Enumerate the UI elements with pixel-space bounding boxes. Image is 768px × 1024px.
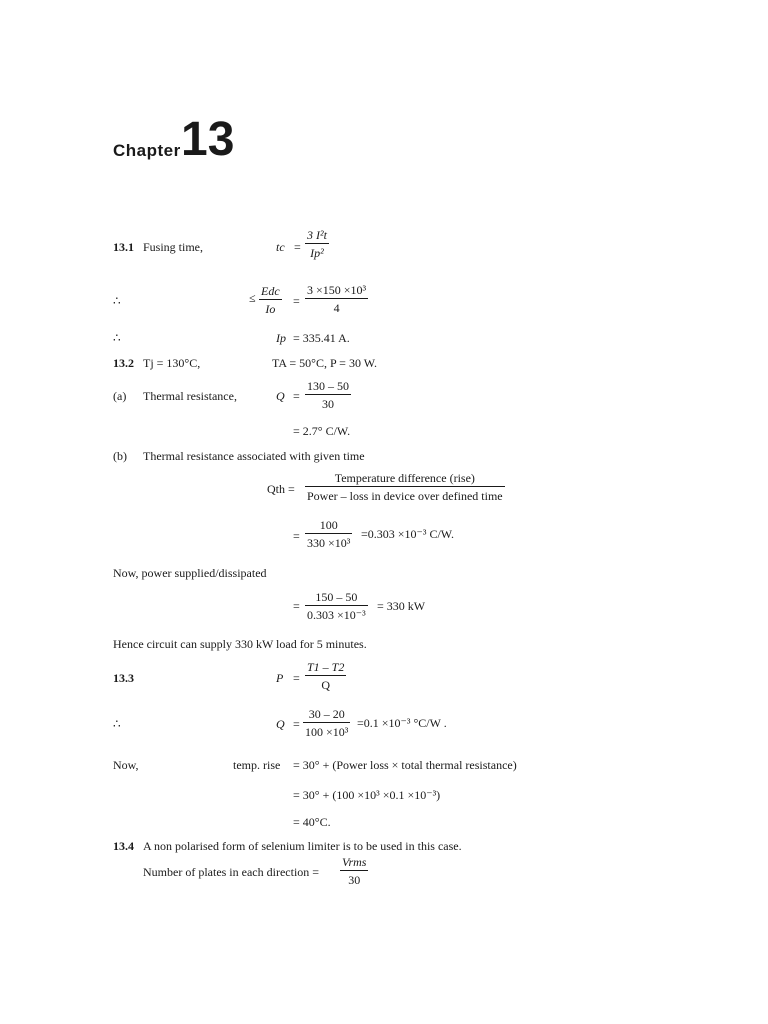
therefore-symbol: ∴ — [113, 717, 121, 731]
paragraph-text: A non polarised form of selenium limiter is to be used in this case. — [143, 839, 462, 853]
fraction — [305, 380, 351, 410]
fraction — [259, 285, 282, 315]
equals-sign: = — [294, 240, 301, 254]
equals-sign: = — [293, 529, 300, 543]
item-text: Thermal resistance, — [143, 389, 237, 403]
denominator: 330 ×10³ — [307, 536, 351, 550]
section-number: 13.1 — [113, 240, 134, 254]
chapter-number: 13 — [181, 113, 235, 166]
denominator: 4 — [333, 301, 340, 315]
numerator: Vrms — [342, 855, 367, 869]
result-text: = 2.7° C/W. — [293, 424, 351, 438]
item-text: Thermal resistance associated with given time — [143, 449, 365, 463]
numerator: 130 – 50 — [307, 379, 349, 393]
equals-sign: = — [293, 294, 300, 308]
numerator: 150 – 50 — [315, 590, 358, 604]
numerator: 100 — [319, 518, 338, 532]
given-values: TA = 50°C, P = 30 W. — [272, 356, 377, 370]
fraction — [305, 591, 368, 621]
therefore-symbol: ∴ — [113, 331, 121, 345]
less-equal-symbol: ≤ — [249, 291, 256, 305]
equation-lhs: P — [276, 671, 284, 685]
equation-lhs: tc — [276, 240, 285, 254]
equals-sign: = — [293, 671, 300, 685]
numerator: 3 I²t — [307, 228, 327, 242]
given-values: Tj = 130°C, — [143, 356, 201, 370]
numerator: Temperature difference (rise) — [334, 471, 475, 485]
denominator: Ip² — [310, 246, 324, 260]
paragraph-text: Now, power supplied/dissipated — [113, 566, 267, 580]
fraction — [340, 856, 368, 886]
section-number: 13.4 — [113, 839, 134, 853]
equation-lhs: Q — [276, 389, 285, 403]
denominator: Io — [265, 302, 276, 316]
equals-sign: = — [293, 717, 300, 731]
result-text: = 335.41 A. — [293, 331, 350, 345]
equation-expression: = 30° + (Power loss × total thermal resistance) — [293, 758, 517, 772]
result-text: =0.303 ×10⁻³ C/W. — [361, 527, 455, 541]
denominator: Q — [321, 678, 331, 692]
numerator: 30 – 20 — [308, 707, 345, 721]
equals-sign: = — [293, 599, 300, 613]
section-number: 13.2 — [113, 356, 134, 370]
numerator: Edc — [261, 284, 280, 298]
plates-label: Number of plates in each direction = — [143, 865, 320, 879]
equation-expression: = 30° + (100 ×10³ ×0.1 ×10⁻³) — [293, 788, 441, 802]
chapter-label: Chapter — [113, 141, 181, 160]
paragraph-text: Hence circuit can supply 330 kW load for 5 minutes. — [113, 637, 367, 651]
fraction — [305, 284, 368, 314]
denominator: 0.303 ×10⁻³ — [307, 608, 366, 622]
variable-ip: Ip — [276, 331, 286, 345]
section-number: 13.3 — [113, 671, 134, 685]
denominator: Power – loss in device over defined time — [307, 489, 503, 503]
equals-sign: = — [293, 389, 300, 403]
result-text: = 330 kW — [377, 599, 426, 613]
equation-lhs: Qth = — [267, 482, 295, 496]
numerator: T1 – T2 — [307, 660, 345, 674]
fraction — [303, 708, 350, 738]
fraction — [305, 519, 352, 549]
paragraph-text: Now, — [113, 758, 139, 772]
therefore-symbol: ∴ — [113, 294, 121, 308]
result-text: =0.1 ×10⁻³ °C/W . — [357, 716, 447, 730]
denominator: 100 ×10³ — [305, 725, 349, 739]
result-text: = 40°C. — [293, 815, 331, 829]
fraction — [305, 661, 346, 691]
section-label: Fusing time, — [143, 240, 204, 254]
equation-lhs: Q — [276, 717, 285, 731]
numerator: 3 ×150 ×10³ — [307, 283, 367, 297]
temp-rise-label: temp. rise — [233, 758, 281, 772]
denominator: 30 — [322, 397, 334, 411]
fraction — [305, 472, 505, 502]
denominator: 30 — [348, 873, 361, 887]
fraction — [305, 229, 329, 259]
item-label: (a) — [113, 389, 127, 403]
item-label: (b) — [113, 449, 127, 463]
